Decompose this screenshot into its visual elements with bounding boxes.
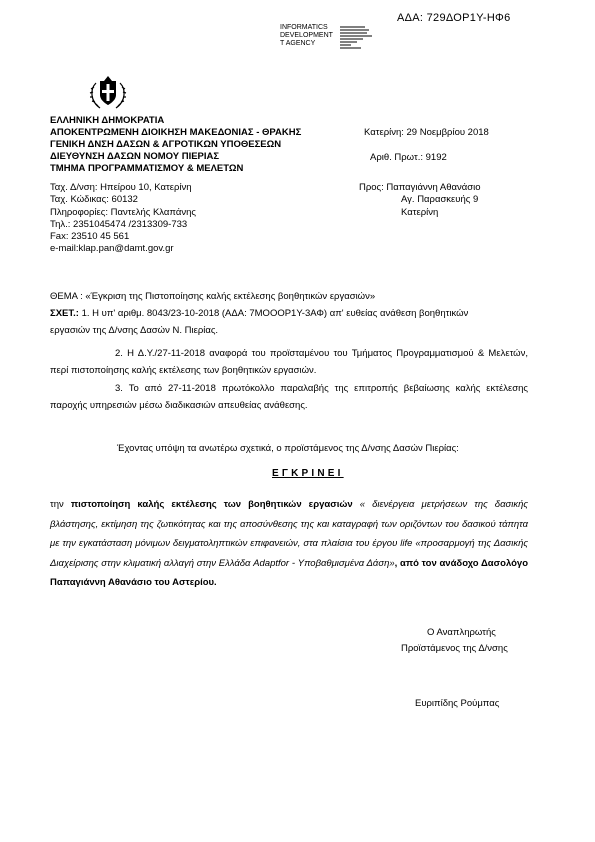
signature-role: Προϊστάμενος της Δ/νσης [401,643,508,654]
references-item-1 [50,305,528,339]
decision-description: « διενέργεια μετρήσεων της δασικής βλάστησης, εκτίμηση της ζωτικότητας και της αποσύνθεσης της και καταγραφή των οριζόντων του δασικού τάπητα με την εγκατάσταση μόνιμων δειγματοληπτικών επιφανειών, στα πλαίσια του έργου life «προσαρμογή της Δασικής Διαχείρισης στην κλιματική αλλαγή στην Ελλάδα Adaptfor - Υποβαθμισμένα Δάση» [50,499,528,569]
idea-logo-mark [339,25,379,53]
idea-logo-line: INFORMATICS [280,24,328,31]
considering-statement: Έχοντας υπόψη τα ανωτέρω σχετικά, ο προϊστάμενος της Δ/νσης Δασών Πιερίας: [117,443,459,454]
contact-line: Ταχ. Δ/νση: Ηπείρου 10, Κατερίνη [50,182,192,193]
reference-text: 1. Η υπ' αριθμ. 8043/23-10-2018 (ΑΔΑ: 7ΜΟΟΟΡ1Υ-3ΑΦ) απ' ευθείας ανάθεση βοηθητικών [78,308,469,319]
reference-text: 2. Η Δ.Υ./27-11-2018 αναφορά του προϊσταμένου του Τμήματος Προγραμματισμού & Μελετών, περί πιστοποίησης καλής εκτέλεσης των βοηθητικών εργασιών. [50,348,528,376]
reference-text: εργασιών της Δ/νσης Δασών Ν. Πιερίας. [50,325,219,336]
header-line: ΕΛΛΗΝΙΚΗ ΔΗΜΟΚΡΑΤΙΑ [50,115,165,126]
decision-paragraph [50,495,528,593]
references-item-2 [50,345,528,379]
idea-logo-line: DEVELOPMENT [280,32,333,39]
document-date: Κατερίνη: 29 Νοεμβρίου 2018 [364,127,489,138]
subject-line [50,291,375,302]
header-line: ΤΜΗΜΑ ΠΡΟΓΡΑΜΜΑΤΙΣΜΟΥ & ΜΕΛΕΤΩΝ [50,163,244,174]
header-line: ΓΕΝΙΚΗ ΔΝΣΗ ΔΑΣΩΝ & ΑΓΡΟΤΙΚΩΝ ΥΠΟΘΕΣΕΩΝ [50,139,282,150]
contact-line: Πληροφορίες: Παντελής Κλαπάνης [50,206,196,218]
recipient-name: Προς: Παπαγιάννη Αθανάσιο [359,182,481,193]
contact-line: Τηλ.: 2351045474 /2313309-733 [50,218,188,230]
idea-logo-text [280,24,333,48]
signatory-name: Ευριπίδης Ρούμπας [415,698,500,709]
recipient-block [359,182,481,219]
recipient-city: Κατερίνη [401,206,439,218]
approval-heading: ΕΓΚΡΙΝΕΙ [272,468,344,479]
contact-line: Ταχ. Κώδικας: 60132 [50,194,138,206]
contact-line: e-mail:klap.pan@damt.gov.gr [50,243,174,255]
decision-contractor: , από τον ανάδοχο Δασολόγο Παπαγιάννη Αθανάσιο του Αστερίου. [50,557,528,588]
decision-subject: πιστοποίηση καλής εκτέλεσης των βοηθητικών εργασιών [70,499,353,510]
ada-code: ΑΔΑ: 729ΔΟΡ1Υ-ΗΦ6 [397,12,511,24]
contact-line: Fax: 23510 45 561 [50,231,130,243]
reference-text: 3. Το από 27-11-2018 πρωτόκολλο παραλαβής της επιτροπής βεβαίωσης καλής εκτέλεσης παροχής υπηρεσιών μέσω διαδικασιών απευθείας ανάθεσης. [50,383,528,411]
contact-details [50,182,196,256]
references-label: ΣΧΕΤ.: [50,308,79,319]
subject-text: ΘΕΜΑ : «Έγκριση της Πιστοποίησης καλής εκτέλεσης βοηθητικών εργασιών» [50,291,376,302]
decision-intro: την [50,499,71,510]
protocol-number: Αριθ. Πρωτ.: 9192 [370,152,447,163]
recipient-street: Αγ. Παρασκευής 9 [401,194,479,206]
issuing-authority-header [50,115,301,175]
references-item-3 [50,380,528,414]
signature-title: Ο Αναπληρωτής [427,627,496,638]
header-line: ΑΠΟΚΕΝΤΡΩΜΕΝΗ ΔΙΟΙΚΗΣΗ ΜΑΚΕΔΟΝΙΑΣ - ΘΡΑΚΗΣ [50,127,302,138]
header-line: ΔΙΕΥΘΥΝΣΗ ΔΑΣΩΝ ΝΟΜΟΥ ΠΙΕΡΙΑΣ [50,151,220,162]
idea-logo-line: T AGENCY [280,40,316,47]
greek-coat-of-arms-icon [88,73,128,113]
